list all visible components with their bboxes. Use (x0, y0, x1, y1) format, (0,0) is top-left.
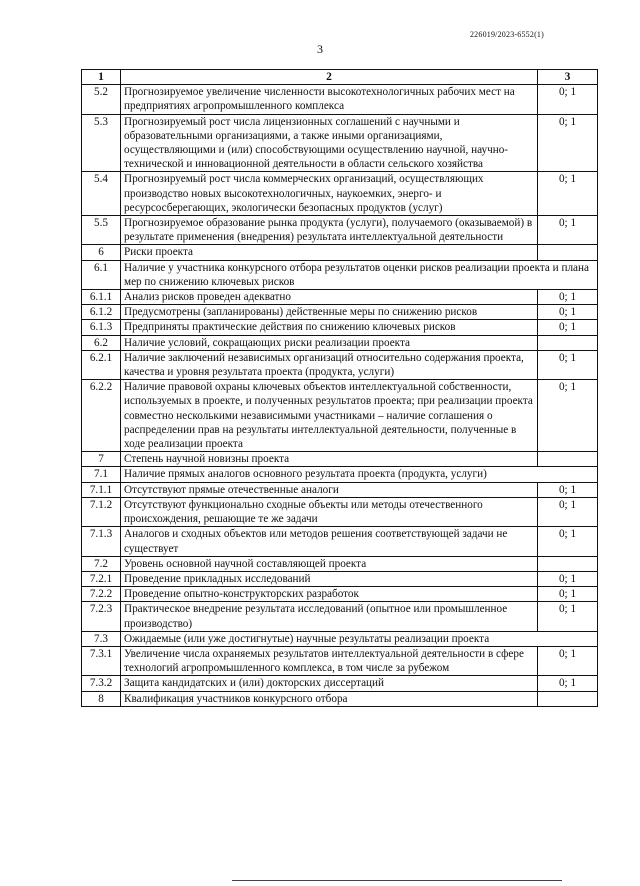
table-row (82, 245, 598, 260)
table-row (82, 587, 598, 602)
row-criterion: Наличие прямых аналогов основного результата проекта (продукта, услуги) (121, 467, 598, 482)
row-score: 0; 1 (538, 172, 598, 216)
row-number: 6.2 (82, 335, 121, 350)
row-score (538, 335, 598, 350)
table-row (82, 216, 598, 245)
row-criterion: Наличие у участника конкурсного отбора результатов оценки рисков реализации проекта и плана мер по снижению ключевых рисков (121, 260, 598, 289)
table-row (82, 497, 598, 526)
row-score: 0; 1 (538, 587, 598, 602)
table-row (82, 527, 598, 556)
row-score: 0; 1 (538, 380, 598, 452)
row-criterion: Проведение опытно-конструкторских разработок (121, 587, 538, 602)
row-score: 0; 1 (538, 290, 598, 305)
row-number: 6.1.1 (82, 290, 121, 305)
row-number: 6.2.1 (82, 350, 121, 379)
table-row (82, 172, 598, 216)
row-criterion: Прогнозируемый рост числа коммерческих организаций, осуществляющих производство новых высокотехнологичных, наукоемких, энерго- и ресурсосберегающих, экологически безопасных продуктов (услуг) (121, 172, 538, 216)
row-number: 7.2.3 (82, 602, 121, 631)
row-number: 7.1.3 (82, 527, 121, 556)
row-number: 6.1.3 (82, 320, 121, 335)
row-criterion: Наличие условий, сокращающих риски реализации проекта (121, 335, 538, 350)
row-score: 0; 1 (538, 676, 598, 691)
table-row (82, 85, 598, 114)
table-row (82, 452, 598, 467)
row-score (538, 556, 598, 571)
row-number: 7.3.2 (82, 676, 121, 691)
table-row (82, 380, 598, 452)
row-criterion: Отсутствуют прямые отечественные аналоги (121, 482, 538, 497)
table-row (82, 482, 598, 497)
table-header-row (82, 70, 598, 85)
row-number: 7.3 (82, 631, 121, 646)
row-criterion: Защита кандидатских и (или) докторских диссертаций (121, 676, 538, 691)
row-criterion: Анализ рисков проведен адекватно (121, 290, 538, 305)
row-score: 0; 1 (538, 216, 598, 245)
table-row (82, 260, 598, 289)
row-number: 5.3 (82, 114, 121, 172)
criteria-table (81, 69, 598, 707)
header-col-criterion: 2 (121, 70, 538, 85)
row-score: 0; 1 (538, 114, 598, 172)
table-row (82, 290, 598, 305)
row-criterion: Наличие правовой охраны ключевых объектов интеллектуальной собственности, используемых в проекте, и полученных результатов проекта; при реализации проекта совместно несколькими независимыми участниками – наличие соглашения о распределении прав на результаты интеллектуальной деятельности, полученные в ходе реализации проекта (121, 380, 538, 452)
row-number: 5.4 (82, 172, 121, 216)
table-row (82, 320, 598, 335)
row-criterion: Степень научной новизны проекта (121, 452, 538, 467)
row-criterion: Увеличение числа охраняемых результатов интеллектуальной деятельности в сфере технологий агропромышленного комплекса, в том числе за рубежом (121, 646, 538, 675)
table-row (82, 676, 598, 691)
row-criterion: Квалификация участников конкурсного отбора (121, 691, 538, 706)
row-number: 7.2.1 (82, 571, 121, 586)
row-number: 8 (82, 691, 121, 706)
row-number: 7.2.2 (82, 587, 121, 602)
row-score: 0; 1 (538, 646, 598, 675)
row-number: 6.1 (82, 260, 121, 289)
table-row (82, 467, 598, 482)
page-number: 3 (317, 42, 323, 56)
table-row (82, 631, 598, 646)
table-row (82, 602, 598, 631)
row-number: 7.1 (82, 467, 121, 482)
row-number: 5.2 (82, 85, 121, 114)
header-col-score: 3 (538, 70, 598, 85)
row-score (538, 691, 598, 706)
row-score: 0; 1 (538, 482, 598, 497)
row-number: 6.1.2 (82, 305, 121, 320)
footer-rule (232, 880, 562, 881)
row-criterion: Отсутствуют функционально сходные объекты или методы отечественного происхождения, решающие те же задачи (121, 497, 538, 526)
table-row (82, 335, 598, 350)
row-score: 0; 1 (538, 85, 598, 114)
row-score: 0; 1 (538, 305, 598, 320)
row-criterion: Аналогов и сходных объектов или методов решения соответствующей задачи не существует (121, 527, 538, 556)
header-col-number: 1 (82, 70, 121, 85)
row-criterion: Прогнозируемое увеличение численности высокотехнологичных рабочих мест на предприятиях агропромышленного комплекса (121, 85, 538, 114)
table-row (82, 571, 598, 586)
row-score (538, 452, 598, 467)
row-criterion: Проведение прикладных исследований (121, 571, 538, 586)
row-criterion: Прогнозируемое образование рынка продукта (услуги), получаемого (оказываемой) в результате применения (внедрения) результата интеллектуальной деятельности (121, 216, 538, 245)
row-criterion: Наличие заключений независимых организаций относительно содержания проекта, качества и уровня результата проекта (продукта, услуги) (121, 350, 538, 379)
table-row (82, 646, 598, 675)
row-number: 7 (82, 452, 121, 467)
table-row (82, 691, 598, 706)
row-score: 0; 1 (538, 571, 598, 586)
table-row (82, 350, 598, 379)
row-criterion: Предприняты практические действия по снижению ключевых рисков (121, 320, 538, 335)
row-number: 5.5 (82, 216, 121, 245)
row-criterion: Прогнозируемый рост числа лицензионных соглашений с научными и образовательными организациями, а также иными организациями, осуществляющими и (или) способствующими осуществлению научной, научно-технической и инновационной деятельности в области сельского хозяйства (121, 114, 538, 172)
row-number: 6 (82, 245, 121, 260)
row-score: 0; 1 (538, 602, 598, 631)
row-score: 0; 1 (538, 320, 598, 335)
row-criterion: Уровень основной научной составляющей проекта (121, 556, 538, 571)
row-number: 7.1.2 (82, 497, 121, 526)
table-body (82, 85, 598, 707)
row-number: 7.3.1 (82, 646, 121, 675)
row-score: 0; 1 (538, 527, 598, 556)
table-row (82, 556, 598, 571)
row-score (538, 245, 598, 260)
row-number: 6.2.2 (82, 380, 121, 452)
table-row (82, 305, 598, 320)
row-criterion: Риски проекта (121, 245, 538, 260)
row-number: 7.2 (82, 556, 121, 571)
table-row (82, 114, 598, 172)
document-number: 226019/2023-6552(1) (469, 30, 544, 39)
row-criterion: Предусмотрены (запланированы) действенные меры по снижению рисков (121, 305, 538, 320)
row-score: 0; 1 (538, 350, 598, 379)
row-criterion: Ожидаемые (или уже достигнутые) научные результаты реализации проекта (121, 631, 598, 646)
row-criterion: Практическое внедрение результата исследований (опытное или промышленное производство) (121, 602, 538, 631)
row-score: 0; 1 (538, 497, 598, 526)
row-number: 7.1.1 (82, 482, 121, 497)
